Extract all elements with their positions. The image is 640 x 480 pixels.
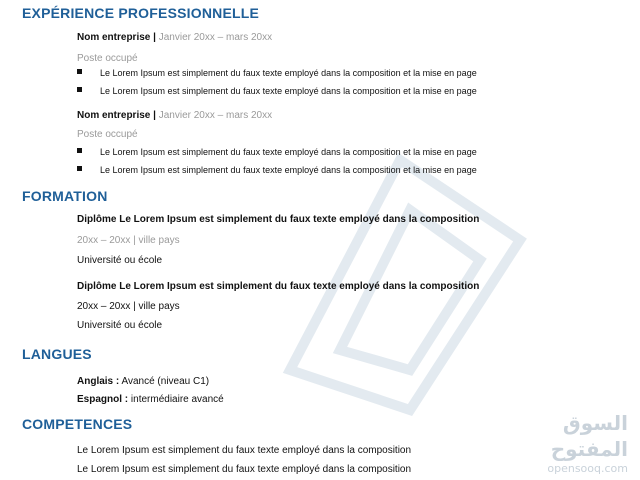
job-bullet: Le Lorem Ipsum est simplement du faux texte employé dans la composition et la mise en page [100, 68, 477, 78]
language-item [77, 393, 224, 406]
bullet-icon [77, 148, 82, 153]
language-name: Espagnol : [77, 394, 129, 405]
language-item [77, 375, 209, 388]
company-name: Nom entreprise [77, 32, 151, 43]
section-title-experience: EXPÉRIENCE PROFESSIONNELLE [22, 5, 260, 21]
job-dates: Janvier 20xx – mars 20xx [158, 110, 273, 121]
job-bullet: Le Lorem Ipsum est simplement du faux texte employé dans la composition et la mise en page [100, 165, 477, 175]
diploma-title: Diplôme Le Lorem Ipsum est simplement du faux texte employé dans la composition [77, 214, 480, 225]
separator: | [153, 32, 156, 43]
watermark-latin: opensooq.com [547, 462, 628, 475]
section-title-langues: LANGUES [22, 346, 92, 362]
job-bullet: Le Lorem Ipsum est simplement du faux texte employé dans la composition et la mise en page [100, 147, 477, 157]
bullet-icon [77, 166, 82, 171]
job-bullet: Le Lorem Ipsum est simplement du faux texte employé dans la composition et la mise en page [100, 86, 477, 96]
watermark-arabic: السوق المفتوح [550, 411, 628, 461]
separator: | [153, 110, 156, 121]
language-name: Anglais : [77, 376, 120, 387]
job-position: Poste occupé [77, 129, 138, 140]
diploma-title: Diplôme Le Lorem Ipsum est simplement du faux texte employé dans la composition [77, 281, 480, 292]
skill-item: Le Lorem Ipsum est simplement du faux texte employé dans la composition [77, 445, 412, 456]
language-level: intermédiaire avancé [130, 394, 224, 405]
job-header [77, 31, 272, 44]
section-title-competences: COMPETENCES [22, 416, 133, 432]
school-name: Université ou école [77, 320, 163, 331]
diploma-dates: 20xx – 20xx | ville pays [77, 235, 180, 246]
job-position: Poste occupé [77, 53, 138, 64]
skill-item: Le Lorem Ipsum est simplement du faux texte employé dans la composition [77, 464, 412, 475]
bullet-icon [77, 87, 82, 92]
job-header [77, 109, 272, 122]
school-name: Université ou école [77, 255, 163, 266]
job-dates: Janvier 20xx – mars 20xx [158, 32, 273, 43]
section-title-formation: FORMATION [22, 188, 108, 204]
diploma-dates: 20xx – 20xx | ville pays [77, 301, 180, 312]
bullet-icon [77, 69, 82, 74]
language-level: Avancé (niveau C1) [121, 376, 210, 387]
opensooq-watermark [488, 410, 628, 476]
company-name: Nom entreprise [77, 110, 151, 121]
